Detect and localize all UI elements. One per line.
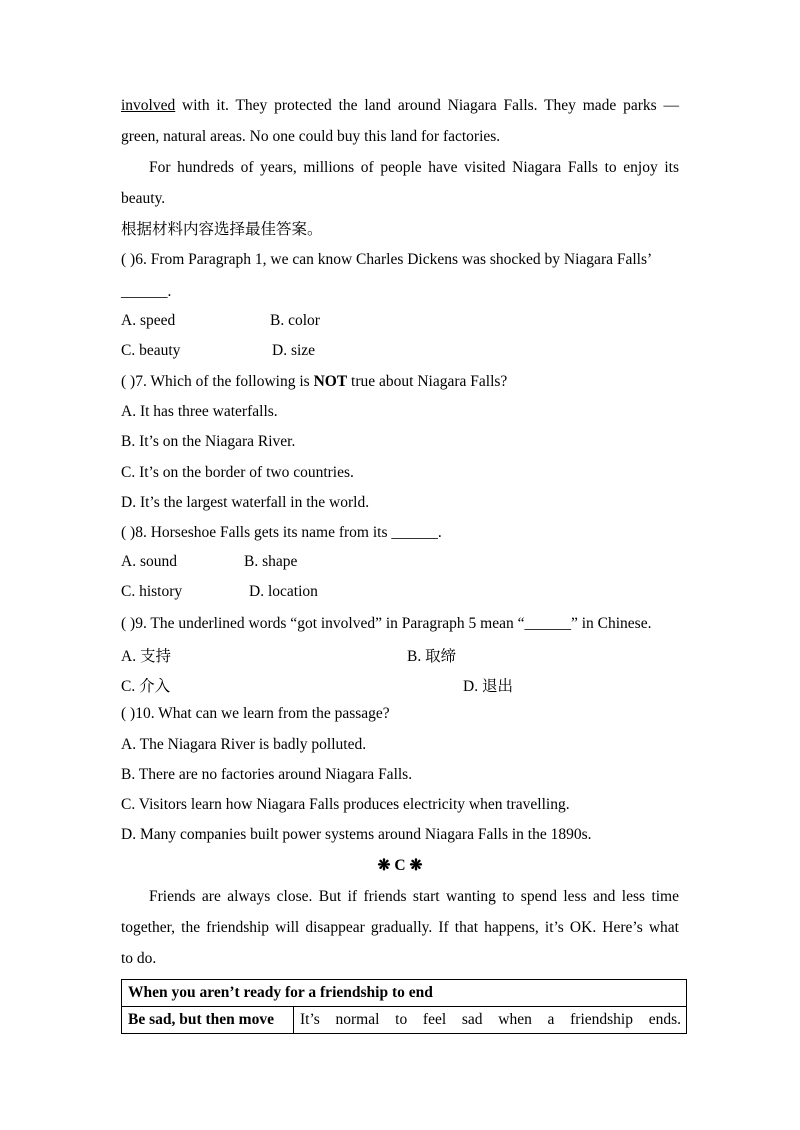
section-c-line: together, the friendship will disappear gradually. If that happens, it’s OK. Here’s what bbox=[121, 919, 679, 936]
question-6-blank: ______. bbox=[121, 283, 172, 300]
table-header-row bbox=[122, 980, 687, 1007]
table-cell-detail: It’s normal to feel sad when a friendship ends. bbox=[294, 1007, 687, 1034]
section-c-line: to do. bbox=[121, 950, 157, 967]
passage-line: beauty. bbox=[121, 190, 166, 207]
passage-line bbox=[121, 96, 679, 116]
passage-line: For hundreds of years, millions of people have visited Niagara Falls to enjoy its bbox=[149, 159, 679, 176]
question-6-stem: ( )6. From Paragraph 1, we can know Charles Dickens was shocked by Niagara Falls’ bbox=[121, 251, 653, 268]
option-7d: D. It’s the largest waterfall in the world. bbox=[121, 494, 370, 511]
question-8-stem: ( )8. Horseshoe Falls gets its name from its ______. bbox=[121, 524, 442, 541]
option-6d: D. size bbox=[272, 342, 316, 359]
option-8b: B. shape bbox=[244, 553, 298, 570]
option-9a: A. 支持 bbox=[121, 648, 171, 665]
table-cell-tip: Be sad, but then move bbox=[122, 1007, 294, 1034]
option-10d: D. Many companies built power systems around Niagara Falls in the 1890s. bbox=[121, 826, 592, 843]
section-c-line: Friends are always close. But if friends start wanting to spend less and less time bbox=[149, 888, 679, 905]
question-10-stem: ( )10. What can we learn from the passage? bbox=[121, 705, 390, 722]
option-6b: B. color bbox=[270, 312, 320, 329]
table-header-cell: When you aren’t ready for a friendship to end bbox=[122, 980, 687, 1007]
table-row bbox=[122, 1007, 687, 1034]
option-10b: B. There are no factories around Niagara Falls. bbox=[121, 766, 413, 783]
passage-line: green, natural areas. No one could buy this land for factories. bbox=[121, 128, 501, 145]
underlined-phrase: involved bbox=[121, 97, 176, 114]
option-8a: A. sound bbox=[121, 553, 177, 570]
option-7a: A. It has three waterfalls. bbox=[121, 403, 278, 420]
option-9d: D. 退出 bbox=[463, 678, 513, 695]
section-c-heading: ❋ C ❋ bbox=[377, 857, 423, 874]
instruction-text: 根据材料内容选择最佳答案。 bbox=[121, 221, 323, 238]
question-9-stem: ( )9. The underlined words “got involved” in Paragraph 5 mean “______” in Chinese. bbox=[121, 615, 652, 632]
option-8d: D. location bbox=[249, 583, 318, 600]
option-7b: B. It’s on the Niagara River. bbox=[121, 433, 296, 450]
option-9b: B. 取缔 bbox=[407, 648, 457, 665]
option-6a: A. speed bbox=[121, 312, 176, 329]
option-7c: C. It’s on the border of two countries. bbox=[121, 464, 354, 481]
passage-text: with it. They protected the land around Niagara Falls. They made parks — bbox=[175, 97, 679, 114]
option-8c: C. history bbox=[121, 583, 183, 600]
option-9c: C. 介入 bbox=[121, 678, 171, 695]
emphasis-not: NOT bbox=[313, 373, 348, 390]
option-6c: C. beauty bbox=[121, 342, 181, 359]
option-10a: A. The Niagara River is badly polluted. bbox=[121, 736, 367, 753]
option-10c: C. Visitors learn how Niagara Falls produces electricity when travelling. bbox=[121, 796, 570, 813]
advice-table bbox=[121, 979, 687, 1034]
question-7-stem: ( )7. Which of the following is NOT true about Niagara Falls? bbox=[121, 373, 508, 390]
